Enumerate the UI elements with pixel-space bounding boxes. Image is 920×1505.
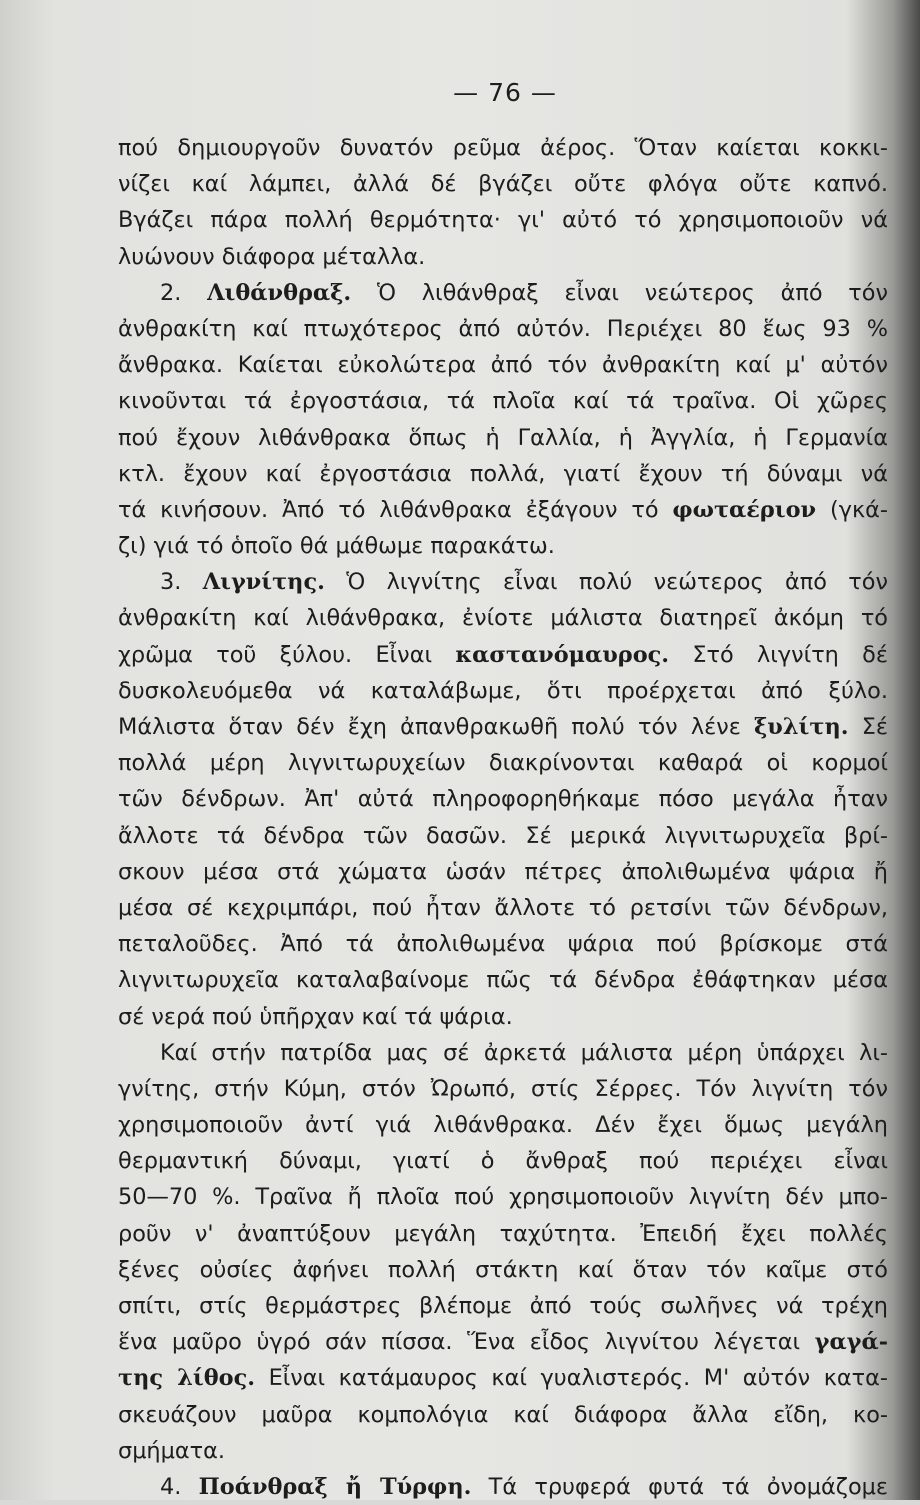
line-text: σκευάζουν μαῦρα κομπολόγια καί διάφορα ἄλλα εἴδη, κο- xyxy=(118,1401,888,1428)
line-text: λυώνουν διάφορα μέταλλα. xyxy=(118,243,426,270)
bold-term: Ποάνθραξ ἤ Τύρφη. xyxy=(198,1473,472,1500)
line-text: 50—70 %. Τραῖνα ἤ πλοῖα πού χρησιμοποιοῦν λιγνίτη δέν μπο- xyxy=(118,1184,888,1211)
text-line xyxy=(118,600,888,636)
line-text: θερμαντική δύναμι, γιατί ὁ ἄνθραξ πού περιέχει εἶναι xyxy=(118,1148,888,1175)
line-text: γνίτης, στήν Κύμη, στόν Ὠρωπό, στίς Σέρρες. Τόν λιγνίτη τόν xyxy=(118,1075,888,1102)
line-text: νίζει καί λάμπει, ἀλλά δέ βγάζει οὔτε φλόγα οὔτε καπνό. xyxy=(118,171,888,198)
text-line xyxy=(118,239,888,275)
line-text: ἄνθρακα. Καίεται εὐκολώτερα ἀπό τόν ἀνθρακίτη καί μ' αὐτόν xyxy=(118,352,888,379)
text-line xyxy=(118,130,888,166)
text-line xyxy=(118,1216,888,1252)
bold-term: της λίθος. xyxy=(118,1365,256,1392)
text-line xyxy=(118,1433,888,1469)
line-text: Ὁ λιγνίτης εἶναι πολύ νεώτερος ἀπό τόν xyxy=(324,569,888,596)
line-text: Βγάζει πάρα πολλή θερμότητα· γι' αὐτό τό χρησιμοποιοῦν νά xyxy=(118,207,888,234)
text-line xyxy=(118,347,888,383)
line-text: σκουν μέσα στά χώματα ὡσάν πέτρες ἀπολιθωμένα ψάρια ἤ xyxy=(118,858,888,885)
line-text: ἀνθρακίτη καί λιθάνθρακα, ἐνίοτε μάλιστα διατηρεῖ ἀκόμη τό xyxy=(118,605,888,632)
line-text: πεταλοῦδες. Ἀπό τά ἀπολιθωμένα ψάρια πού βρίσκομε στά xyxy=(118,931,888,958)
text-line xyxy=(118,1179,888,1215)
text-line xyxy=(118,1035,888,1071)
line-text: λιγνιτωρυχεῖα καταλαβαίνομε πῶς τά δένδρα ἐθάφτηκαν μέσα xyxy=(118,967,888,994)
line-text: ἕνα μαῦρο ὑγρό σάν πίσσα. Ἕνα εἶδος λιγνίτου λέγεται xyxy=(118,1329,815,1356)
line-text: χρησιμοποιοῦν ἀντί γιά λιθάνθρακα. Δέν ἔχει ὅμως μεγάλη xyxy=(118,1112,888,1139)
text-line xyxy=(118,311,888,347)
bold-term: ξυλίτη. xyxy=(754,714,849,740)
line-text: Στό λιγνίτη δέ xyxy=(669,641,888,668)
page-number: — 76 — xyxy=(453,78,557,107)
text-line xyxy=(118,1252,888,1288)
line-text: κινοῦνται τά ἐργοστάσια, τά πλοῖα καί τά τραῖνα. Οἱ χῶρες xyxy=(118,388,888,415)
line-text: σμήματα. xyxy=(118,1437,225,1464)
line-text: πού ἔχουν λιθάνθρακα ὅπως ἡ Γαλλία, ἡ Ἀγγλία, ἡ Γερμανία xyxy=(118,424,888,451)
line-text: Τά τρυφερά φυτά τά ὀνομάζομε xyxy=(471,1473,888,1500)
line-text: Μάλιστα ὅταν δέν ἔχη ἀπανθρακωθῆ πολύ τόν λένε xyxy=(118,714,755,740)
line-text: 2. xyxy=(160,279,208,306)
line-text: 3. xyxy=(160,569,203,596)
line-text: σπίτι, στίς θερμάστρες βλέπομε ἀπό τούς σωλῆνες νά τρέχη xyxy=(118,1293,888,1319)
text-line xyxy=(118,1143,888,1179)
line-text: Καί στήν πατρίδα μας σέ ἀρκετά μάλιστα μέρη ὑπάρχει λι- xyxy=(160,1039,888,1066)
text-line xyxy=(118,456,888,492)
line-text: σέ νερά πού ὑπῆρχαν καί τά ψάρια. xyxy=(118,1003,513,1030)
text-line xyxy=(118,528,888,564)
text-line xyxy=(118,926,888,962)
text-line xyxy=(118,781,888,817)
line-text: μέσα σέ κεχριμπάρι, πού ἦταν ἄλλοτε τό ρετσίνι τῶν δένδρων, xyxy=(118,894,888,921)
text-line xyxy=(118,637,888,673)
text-line xyxy=(118,854,888,890)
line-text: δυσκολευόμεθα νά καταλάβωμε, ὅτι προέρχεται ἀπό ξύλο. xyxy=(118,677,888,704)
line-text: ροῦν ν' ἀναπτύξουν μεγάλη ταχύτητα. Ἐπειδή ἔχει πολλές xyxy=(118,1220,888,1247)
text-line xyxy=(118,564,888,600)
line-text: 4. xyxy=(160,1473,199,1500)
line-text: ξένες οὐσίες ἀφήνει πολλή στάκτη καί ὅταν τόν καῖμε στό xyxy=(118,1256,888,1283)
text-line xyxy=(118,1288,888,1324)
text-line xyxy=(118,818,888,854)
text-line xyxy=(118,1324,888,1360)
line-text: κτλ. ἔχουν καί ἐργοστάσια πολλά, γιατί ἔχουν τή δύναμι νά xyxy=(118,460,888,487)
text-line xyxy=(118,673,888,709)
line-text: Σέ xyxy=(848,714,888,740)
text-line xyxy=(118,999,888,1035)
line-text: Εἶναι κατάμαυρος καί γυαλιστερός. Μ' αὐτόν κατα- xyxy=(255,1365,888,1392)
text-line xyxy=(118,1397,888,1433)
text-line xyxy=(118,202,888,238)
bold-term: Λιθάνθραξ. xyxy=(207,279,352,306)
text-line xyxy=(118,166,888,202)
text-line xyxy=(118,709,888,745)
line-text: (γκά- xyxy=(816,496,888,523)
text-line xyxy=(118,745,888,781)
bold-term: γαγά- xyxy=(814,1329,888,1356)
bold-term: φωταέριον xyxy=(672,496,817,523)
text-line xyxy=(118,492,888,528)
text-line xyxy=(118,962,888,998)
text-line xyxy=(118,1107,888,1143)
text-line xyxy=(118,1360,888,1396)
line-text: ζι) γιά τό ὁποῖο θά μάθωμε παρακάτω. xyxy=(118,533,555,560)
line-text: πού δημιουργοῦν δυνατόν ρεῦμα ἀέρος. Ὅταν καίεται κοκκι- xyxy=(118,135,888,161)
text-line xyxy=(118,383,888,419)
text-line xyxy=(118,890,888,926)
line-text: ἄλλοτε τά δένδρα τῶν δασῶν. Σέ μερικά λιγνιτωρυχεῖα βρί- xyxy=(118,822,888,849)
text-line xyxy=(118,275,888,311)
text-line xyxy=(118,1071,888,1107)
bold-term: Λιγνίτης. xyxy=(202,569,325,596)
line-text: τῶν δένδρων. Ἀπ' αὐτά πληροφορηθήκαμε πόσο μεγάλα ἦταν xyxy=(118,786,888,813)
line-text: τά κινήσουν. Ἀπό τό λιθάνθρακα ἐξάγουν τό xyxy=(118,496,673,523)
body-text xyxy=(118,130,888,1505)
text-line xyxy=(118,420,888,456)
bold-term: καστανόμαυρος. xyxy=(455,641,670,668)
line-text: Ὁ λιθάνθραξ εἶναι νεώτερος ἀπό τόν xyxy=(351,279,888,306)
line-text: χρῶμα τοῦ ξύλου. Εἶναι xyxy=(118,641,456,668)
line-text: πολλά μέρη λιγνιτωρυχείων διακρίνονται καθαρά οἱ κορμοί xyxy=(118,750,888,777)
line-text: ἀνθρακίτη καί πτωχότερος ἀπό αὐτόν. Περιέχει 80 ἕως 93 % xyxy=(118,315,888,342)
